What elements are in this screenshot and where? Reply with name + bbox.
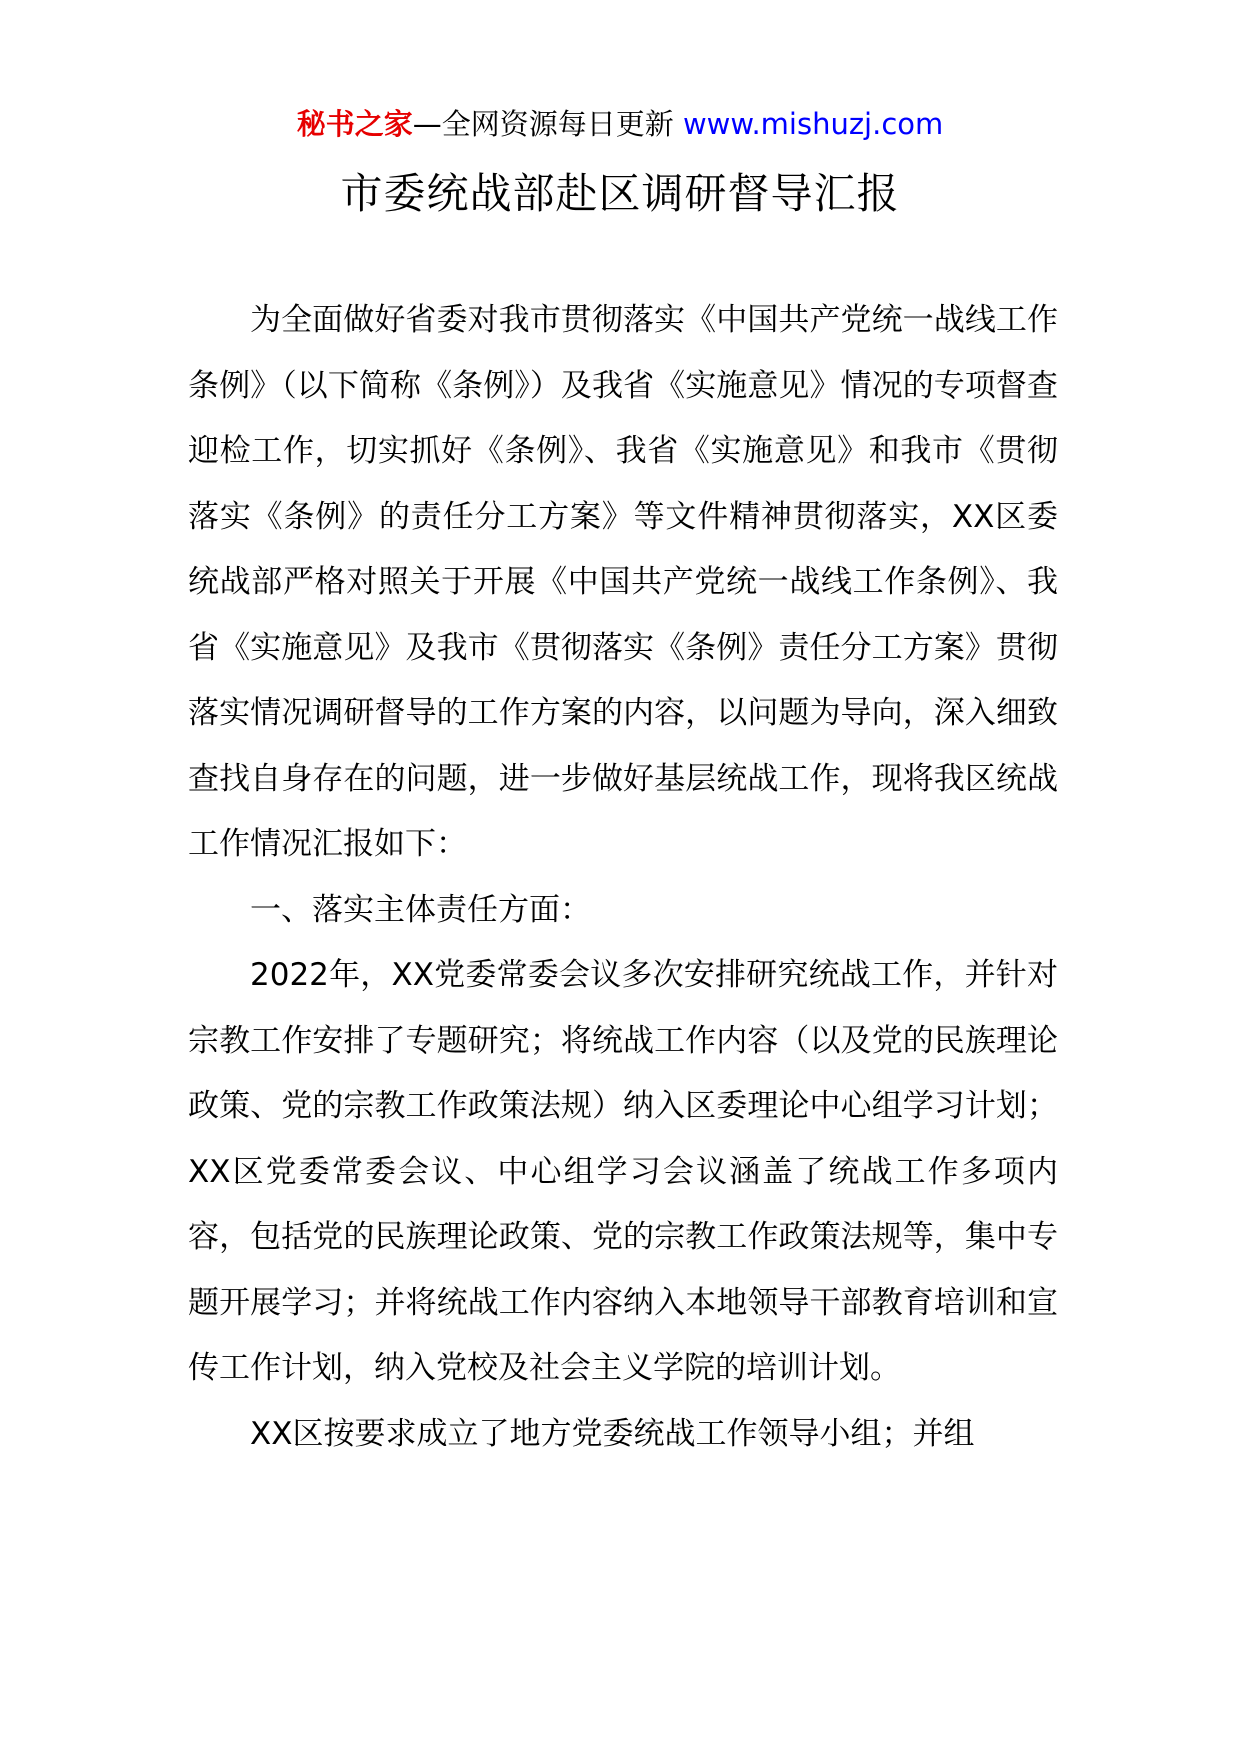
section-heading-1: 一、落实主体责任方面： [250,891,591,928]
site-tagline: —全网资源每日更新 [412,107,674,141]
site-url-link[interactable]: www.mishuzj.com [682,107,944,141]
paragraph-2022-work: 2022年，XX党委常委会议多次安排研究统战工作，并针对宗教工作安排了专题研究；将统战工作内容（以及党的民族理论政策、党的宗教工作政策法规）纳入区委理论中心组学习计划；XX区党委常委会议、中心组学习会议涵盖了统战工作多项内容，包括党的民族理论政策、党的宗教工作政策法规等，集中专题开展学习；并将统战工作内容纳入本地领导干部教育培训和宣传工作计划，纳入党校及社会主义学院的培训计划。 [188,957,1058,1386]
site-brand: 秘书之家 [296,107,413,141]
document-body [188,288,1058,1467]
site-header [0,102,1240,146]
paragraph-intro: 为全面做好省委对我市贯彻落实《中国共产党统一战线工作条例》（以下简称《条例》）及我省《实施意见》情况的专项督查迎检工作，切实抓好《条例》、我省《实施意见》和我市《贯彻落实《条例》的责任分工方案》等文件精神贯彻落实，XX区委统战部严格对照关于开展《中国共产党统一战线工作条例》、我省《实施意见》及我市《贯彻落实《条例》责任分工方案》贯彻落实情况调研督导的工作方案的内容，以问题为导向，深入细致查找自身存在的问题，进一步做好基层统战工作，现将我区统战工作情况汇报如下： [188,302,1058,862]
document-title: 市委统战部赴区调研督导汇报 [340,169,900,218]
paragraph-leadership-group: XX区按要求成立了地方党委统战工作领导小组；并组 [250,1415,975,1452]
